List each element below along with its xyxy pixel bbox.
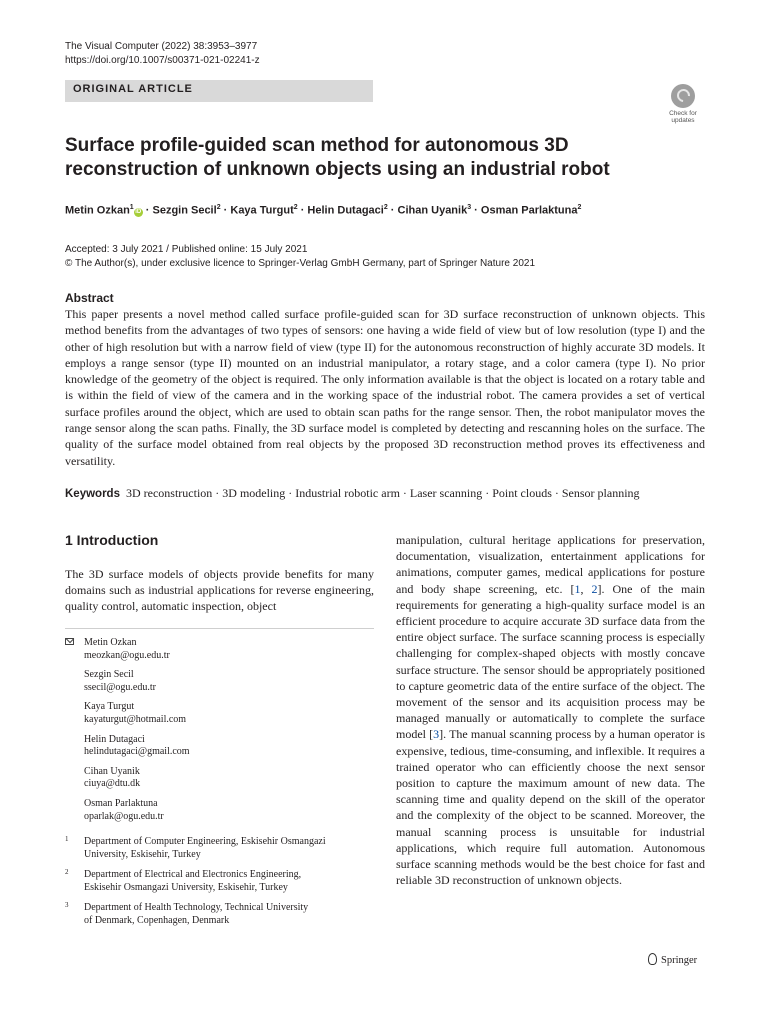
contact-name: Osman Parlaktuna xyxy=(84,797,158,809)
affiliation-list xyxy=(65,836,374,936)
author-separator: · xyxy=(387,204,398,217)
article-type-bar xyxy=(65,80,373,102)
contact-item xyxy=(84,766,374,791)
intro-text-part: ]. The manual scanning process by a human operator is expensive, tedious, time-consuming, and inflexible. It requires a trained operator who can efficiently choose the next sensor position to capture the maximum amount of new data. The scanning time and quality depend on the skill of the operator and the complexity of the object to be scanned. Moreover, the manual scanning process is unsuitable for industrial applications, which require full automation. Autonomous surface scanning methods would be the best choice for fast and reliable 3D reconstruction of unknown objects. xyxy=(396,727,705,888)
affiliation-item xyxy=(65,869,374,894)
springer-logo-icon xyxy=(648,953,657,964)
contact-item xyxy=(84,701,374,726)
contact-name: Kaya Turgut xyxy=(84,701,135,713)
author-3[interactable]: Kaya Turgut xyxy=(230,204,294,217)
section-heading-introduction: 1 Introduction xyxy=(65,532,159,548)
affiliation-line: Department of Health Technology, Technical University xyxy=(84,902,309,914)
affiliation-number: 3 xyxy=(65,901,69,910)
contact-email[interactable]: kayaturgut@hotmail.com xyxy=(84,713,187,725)
citation-link[interactable]: 2 xyxy=(591,581,598,596)
affiliation-item xyxy=(65,902,374,927)
author-2[interactable]: Sezgin Secil xyxy=(152,204,217,217)
contact-item xyxy=(84,637,374,662)
contact-email[interactable]: meozkan@ogu.edu.tr xyxy=(84,649,170,661)
keywords-line xyxy=(65,486,725,501)
contact-email[interactable]: oparlak@ogu.edu.tr xyxy=(84,810,164,822)
author-6-affil: 2 xyxy=(577,204,582,211)
publisher-name: Springer xyxy=(661,955,698,966)
check-updates-label: Check for updates xyxy=(669,110,697,124)
publisher-footer xyxy=(648,953,697,966)
keywords-text: 3D reconstruction · 3D modeling · Industrial robotic arm · Laser scanning · Point clouds · Sensor planning xyxy=(125,486,640,500)
author-6[interactable]: Osman Parlaktuna xyxy=(480,204,578,217)
affiliation-line: Department of Computer Engineering, Eskisehir Osmangazi xyxy=(84,836,326,847)
article-type-label: ORIGINAL ARTICLE xyxy=(73,83,193,95)
abstract-text: This paper presents a novel method called surface profile-guided scan for 3D surface reconstruction of unknown objects. This method benefits from the advantages of two types of sensors: one having a wide field of view but of low resolution (type I) and the other of high resolution but with a narrow field of view (type II) for the autonomous reconstruction of highly accurate 3D models. It employs a range sensor (type II) mounted on an industrial manipulator, a rotary stage, and a color camera (type I). No prior knowledge of the geometry of the object is required. The only information available is that the object is located on a rotary table and is within the field of view of the camera and in the working space of the industrial robot. The camera provides a set of vertical surface profiles around the object, which are used to obtain scan paths for the range sensor. Then, the robot manipulator moves the range sensor along the scan paths. Finally, the 3D surface model is completed by detecting and rescanning holes on the surface. The quality of the surface model obtained from real objects by the proposed 3D reconstruction method proves its effectiveness and versatility. xyxy=(65,307,705,468)
copyright-notice: © The Author(s), under exclusive licence to Springer-Verlag GmbH Germany, part of Springer Nature 2021 xyxy=(65,258,535,269)
contact-email[interactable]: helindutagaci@gmail.com xyxy=(84,746,190,758)
author-separator: · xyxy=(297,204,308,217)
author-1-affil: 1 xyxy=(129,204,134,211)
citation-link[interactable]: 3 xyxy=(433,727,440,742)
intro-left-column: The 3D surface models of objects provide benefits for many domains such as industrial applications for reverse engineering, quality control, automatic inspection, object xyxy=(65,567,374,614)
author-separator: · xyxy=(142,204,153,217)
affiliation-number: 1 xyxy=(65,835,69,843)
publication-dates xyxy=(65,243,535,271)
author-separator: · xyxy=(220,204,231,217)
intro-text-part: manipulation, cultural heritage applications for preservation, documentation, visualization, entertainment applications for animations, computer games, medical applications for posture and body shape screening, etc. [ xyxy=(396,533,705,596)
contact-email[interactable]: ciuya@dtu.dk xyxy=(84,778,141,790)
contact-name: Helin Dutagaci xyxy=(84,733,145,745)
intro-text-part: ]. One of the main requirements for generating a high-quality surface model is an efficient procedure to acquire accurate 3D surface data from the entire object surface. The surface scanning process is especially challenging for complex-shaped objects with mostly concave surface structure. The sensor should be appropriately positioned to capture geometric data of the entire surface of the object. The movement of the sensor and its acquisition process may be managed manually or automatically to complete the surface model [ xyxy=(396,581,706,742)
author-5-affil: 3 xyxy=(467,204,472,211)
contact-name: Metin Ozkan xyxy=(84,637,137,648)
orcid-icon[interactable]: iD xyxy=(135,208,142,215)
journal-header xyxy=(65,40,260,68)
check-for-updates-badge[interactable] xyxy=(662,84,704,124)
accepted-published-dates: Accepted: 3 July 2021 / Published online: 15 July 2021 xyxy=(65,244,308,255)
contact-email[interactable]: ssecil@ogu.edu.tr xyxy=(84,681,156,693)
check-updates-icon xyxy=(671,84,695,108)
affiliation-line: University, Eskisehir, Turkey xyxy=(84,848,201,860)
doi-link[interactable]: https://doi.org/10.1007/s00371-021-02241-z xyxy=(65,55,260,66)
contact-item xyxy=(84,734,374,759)
citation-link[interactable]: 1 xyxy=(574,581,581,596)
author-5[interactable]: Cihan Uyanik xyxy=(397,204,468,217)
contact-item xyxy=(84,669,374,694)
affiliation-number: 2 xyxy=(65,868,69,877)
intro-right-column xyxy=(396,532,705,888)
author-3-affil: 2 xyxy=(293,204,298,211)
affiliation-item xyxy=(65,836,374,861)
contact-list xyxy=(65,637,374,830)
abstract-heading: Abstract xyxy=(65,291,114,305)
author-4-affil: 2 xyxy=(383,204,388,211)
author-list xyxy=(65,204,745,217)
affiliation-line: Eskisehir Osmangazi University, Eskisehir, Turkey xyxy=(84,881,288,893)
affiliation-line: Department of Electrical and Electronics Engineering, xyxy=(84,869,302,881)
contact-name: Sezgin Secil xyxy=(84,669,134,681)
citation-separator: , xyxy=(580,581,592,596)
title-line-2: reconstruction of unknown objects using an industrial robot xyxy=(65,159,610,180)
author-separator: · xyxy=(471,204,481,217)
article-title xyxy=(65,134,705,182)
contact-item xyxy=(84,798,374,823)
journal-citation: The Visual Computer (2022) 38:3953–3977 xyxy=(65,41,258,52)
author-2-affil: 2 xyxy=(216,204,221,211)
author-4[interactable]: Helin Dutagaci xyxy=(307,204,384,217)
author-1[interactable]: Metin Ozkan xyxy=(65,204,130,217)
affiliation-line: of Denmark, Copenhagen, Denmark xyxy=(84,914,230,926)
footnote-divider xyxy=(65,628,374,629)
keywords-label: Keywords xyxy=(65,488,120,500)
title-line-1: Surface profile-guided scan method for autonomous 3D xyxy=(65,135,569,156)
contact-name: Cihan Uyanik xyxy=(84,765,140,777)
mail-icon xyxy=(65,638,74,645)
